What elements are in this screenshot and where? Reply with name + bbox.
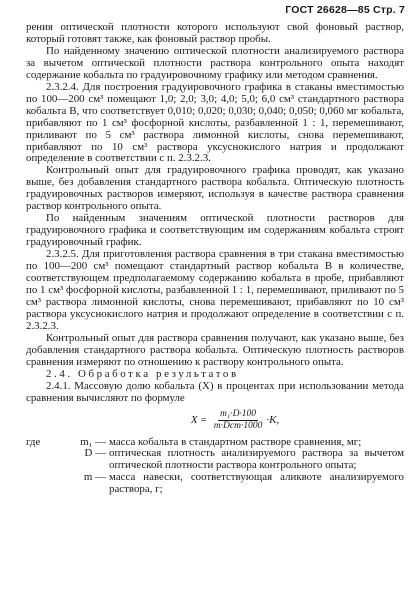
page-header: ГОСТ 26628—85 Стр. 7 <box>285 4 405 16</box>
formula-numerator: m₁·D·100 <box>220 409 257 419</box>
formula-fraction <box>212 409 265 432</box>
definition-lead <box>26 448 58 472</box>
formula <box>66 406 404 436</box>
paragraph-build-graph: По найденным значениям оптической плотности растворов для градуировочного графика и соответствующим им содержаниям кобальта строят градуировочный график. <box>26 212 404 249</box>
definitions-list <box>26 437 404 497</box>
paragraph-continuation: рения оптической плотности которого используют свой фоновый раствор, который готовят также, как фоновый раствор пробы. <box>26 21 404 45</box>
paragraph-2-3-2-5: 2.3.2.5. Для приготовления раствора сравнения в три стакана вместимостью по 100—200 см³ помещают стандартный раствор кобальта В в количестве, соответствующем предполагаемому содержанию кобальта в пробе, прибавляют по 1 см³ фосфорной кислоты, разбавленной 1 : 1, перемешивают, приливают по 5 см³ раствора лимонной кислоты, снова перемешивают, прибавляют по 10 см³ раствора уксуснокислого натрия и продолжают определение в соответствии с п. 2.3.2.3. <box>26 248 404 332</box>
paragraph-control-comparison: Контрольный опыт для раствора сравнения получают, как указано выше, без добавления стандартного раствора кобальта. Оптическую плотность растворов сравнения измеряют по отношению к раствору контрольного опыта. <box>26 331 404 368</box>
formula-lhs: X <box>190 413 198 426</box>
definition-text: масса навески, соответствующая аликвоте анализируемого раствора, г; <box>109 471 404 496</box>
document-body <box>26 22 404 496</box>
definition-lead <box>26 472 58 496</box>
definition-row <box>26 472 404 496</box>
formula-denominator: m·Dст·1000 <box>213 421 263 431</box>
paragraph-2-3-2-4: 2.3.2.4. Для построения градуировочного графика в стаканы вместимостью по 100—200 см³ помещают 1,0; 2,0; 3,0; 4,0; 5,0; 6,0 см³ стандартного раствора кобальта В, что соответствует 0,010; 0,020; 0,030; 0,040; 0,050; 0,060 мг кобальта, прибавляют по 1 см³ фосфорной кислоты, разбавленной 1 : 1, перемешивают, приливают по 5 см³ раствора лимонной кислоты, снова перемешивают, прибавляют по 10 см³ раствора уксуснокислого натрия и продолжают определение в соответствии с п. 2.3.2.3. <box>26 80 404 165</box>
formula-equals: = <box>200 413 207 426</box>
paragraph-result-finding: По найденному значению оптической плотности анализируемого раствора за вычетом оптической плотности раствора контрольного опыта находят содержание кобальта по градуировочному графику или методом сравнения. <box>26 44 404 81</box>
definition-symbol: m₁ — <box>80 435 106 448</box>
definition-text: масса кобальта в стандартном растворе сравнения, мг; <box>109 435 362 448</box>
definition-symbol: D — <box>84 447 106 460</box>
paragraph-control-graph: Контрольный опыт для градуировочного графика проводят, как указано выше, без добавления стандартного раствора кобальта. Оптическую плотность градуировочных растворов измеряют, используя в качестве раствора сравнения раствор контрольного опыта. <box>26 164 404 213</box>
definition-symbol: m — <box>83 471 106 484</box>
definition-text: оптическая плотность анализируемого раствора за вычетом оптической плотности раствора контрольного опыта; <box>109 447 404 472</box>
paragraph-2-4-1: 2.4.1. Массовую долю кобальта (X) в процентах при использовании метода сравнения вычисляют по формуле <box>26 379 404 404</box>
definition-lead: где <box>26 435 41 448</box>
formula-tail: ·K, <box>266 413 280 426</box>
definition-row <box>26 448 404 472</box>
section-heading: 2.4. Обработка результатов <box>46 367 239 380</box>
